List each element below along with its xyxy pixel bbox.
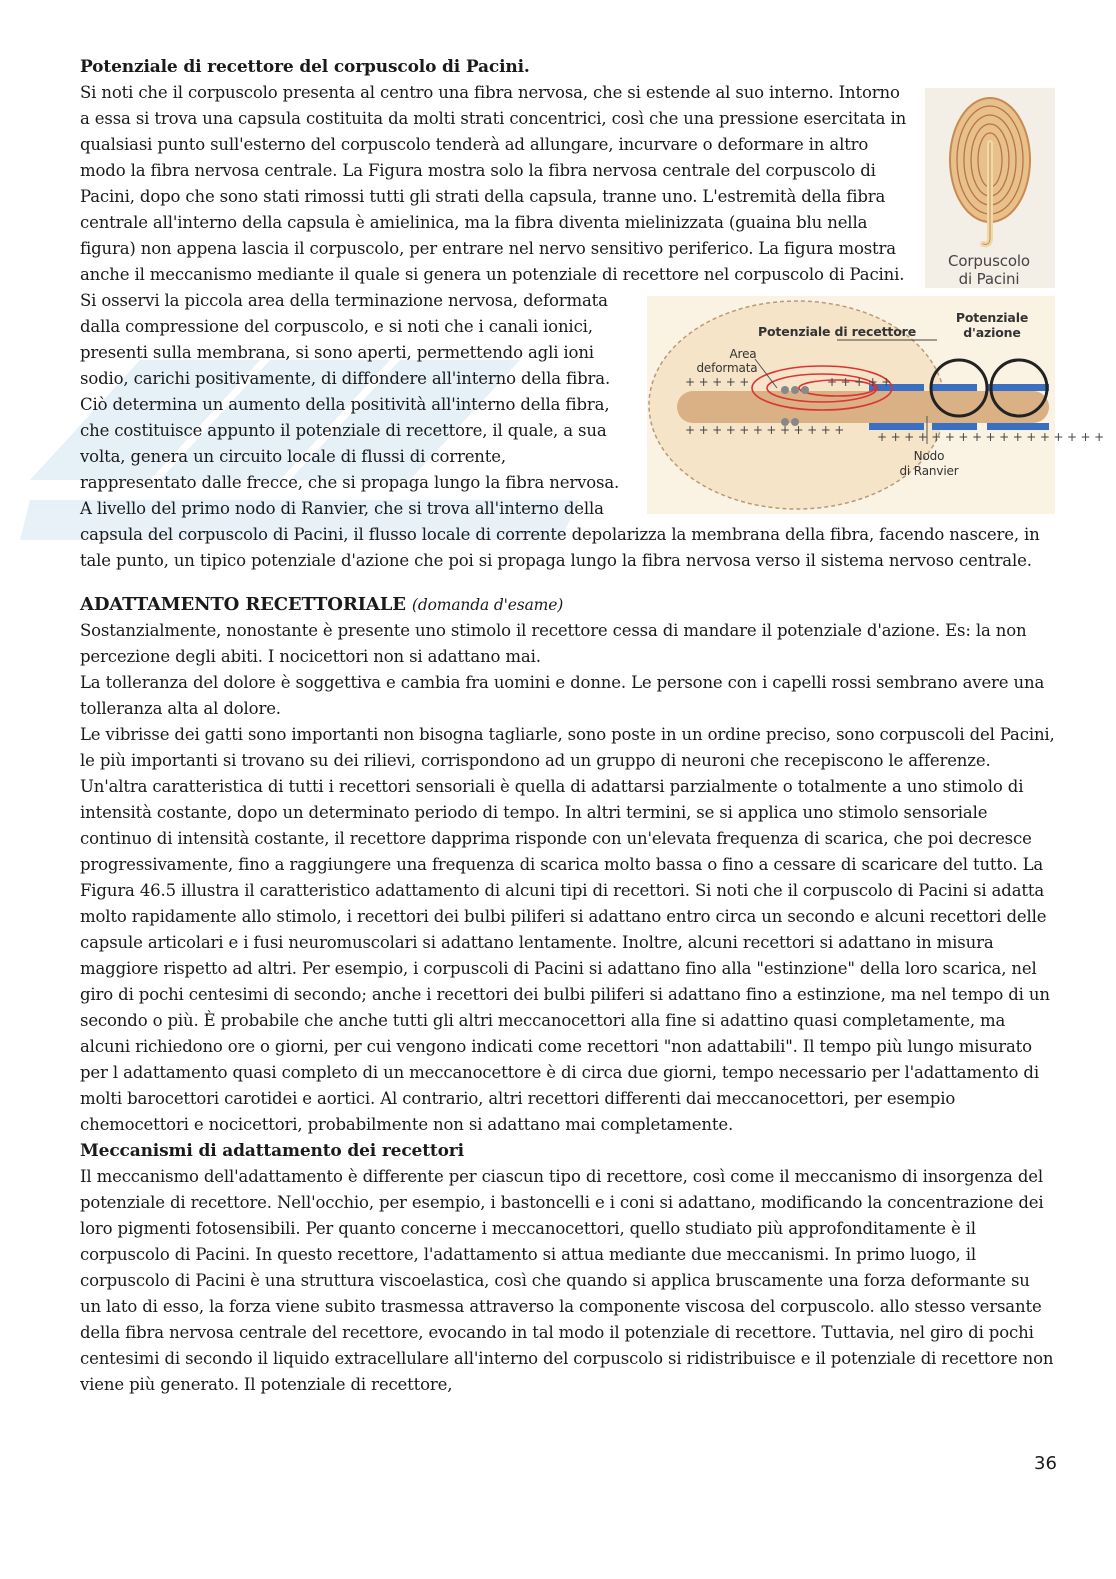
svg-text:+ + + + +: + + + + + <box>685 375 750 389</box>
label-deformed-area-1: Area <box>729 347 757 361</box>
section-title-mechanisms: Meccanismi di adattamento dei recettori <box>80 1141 464 1161</box>
svg-text:+ + + + +: + + + + + <box>827 375 892 389</box>
label-action-potential-2: d'azione <box>963 325 1021 340</box>
label-ranvier-node-2: di Ranvier <box>899 464 959 478</box>
svg-text:+ + + + + + + + + + + +: + + + + + + + + + + + + <box>685 423 845 437</box>
page-number: 36 <box>1034 1453 1057 1474</box>
page-content <box>80 54 1105 1398</box>
paragraph-adaptation-3: Le vibrisse dei gatti sono importanti non bisogna tagliarle, sono poste in un ordine preciso, sono corpuscoli del Pacini, le più importanti si trovano su dei rilievi, corrispondono ad un gruppo di neuroni che recepiscono le afferenze. Un'altra caratteristica di tutti i recettori sensoriali è quella di adattarsi parzialmente o totalmente a uno stimolo di intensità costante, dopo un determinato periodo di tempo. In altri termini, se si applica uno stimolo sensoriale continuo di intensità costante, il recettore dapprima risponde con un'elevata frequenza di scarica, che poi decresce progressivamente, fino a raggiungere una frequenza di scarica molto bassa o fino a cessare di scaricare del tutto. La Figura 46.5 illustra il caratteristico adattamento di alcuni tipi di recettori. Si noti che il corpuscolo di Pacini si adatta molto rapidamente allo stimolo, i recettori dei bulbi piliferi si adattano entro circa un secondo e alcuni recettori delle capsule articolari e i fusi neuromuscolari si adattano lentamente. Inoltre, alcuni recettori si adattano in misura maggiore rispetto ad altri. Per esempio, i corpuscoli di Pacini si adattano fino alla "estinzione" della loro scarica, nel giro di pochi centesimi di secondo; anche i recettori dei bulbi piliferi si adattano fino a estinzione, ma nel tempo di un secondo o più. È probabile che anche tutti gli altri meccanocettori alla fine si adattino quasi completamente, ma alcuni richiedono ore o giorni, per cui vengono indicati come recettori "non adattabili". Il tempo più lungo misurato per l adattamento quasi completo di un meccanocettore è di circa due giorni, tempo necessario per l'adattamento di molti barocettori carotidei e aortici. Al contrario, altri recettori differenti dai meccanocettori, per esempio chemocettori e nocicettori, probabilmente non si adattano mai completamente. <box>80 725 1055 1134</box>
section-title-pacini: Potenziale di recettore del corpuscolo di Pacini. <box>80 57 530 77</box>
label-ranvier-node-1: Nodo <box>913 449 945 463</box>
svg-text:+ + + + + + + + + + + + + + +: + + + + + + + + + + + + + + + + + <box>877 430 1105 444</box>
paragraph-adaptation-2: La tolleranza del dolore è soggettiva e cambia fra uomini e donne. Le persone con i capelli rossi sembrano avere una tolleranza alta al dolore. <box>80 673 1045 718</box>
caption-line-1: Corpuscolo <box>948 252 1030 270</box>
label-deformed-area-2: deformata <box>696 361 758 375</box>
figure-pacini-corpuscle <box>925 88 1055 288</box>
label-receptor-potential: Potenziale di recettore <box>757 324 917 339</box>
section-title-adaptation-text: ADATTAMENTO RECETTORIALE <box>80 594 406 615</box>
label-action-potential-1: Potenziale <box>955 310 1029 325</box>
paragraph-pacini: Si noti che il corpuscolo presenta al centro una fibra nervosa, che si estende al suo interno. Intorno a essa si trova una capsula costituita da molti strati concentrici, così che una pressione esercitata in qualsiasi punto sull'esterno del corpuscolo tenderà ad allungare, incurvare o deformare in altro modo la fibra nervosa centrale. La Figura mostra solo la fibra nervosa centrale del corpuscolo di Pacini, dopo che sono stati rimossi tutti gli strati della capsula, tranne uno. L'estremità della fibra centrale all'interno della capsula è amielinica, ma la fibra diventa mielinizzata (guaina blu nella figura) non appena lascia il corpuscolo, per entrare nel nervo sensitivo periferico. La figura mostra anche il meccanismo mediante il quale si genera un potenziale di recettore nel corpuscolo di Pacini. Si osservi la piccola area della terminazione nervosa, deformata dalla compressione del corpuscolo, e si noti che i canali ionici, presenti sulla membrana, si sono aperti, permettendo agli ioni sodio, carichi positivamente, di diffondere all'interno della fibra. Ciò determina un aumento della positività all'interno della fibra, che costituisce appunto il potenziale di recettore, il quale, a sua volta, genera un circuito locale di flussi di corrente, rappresentato dalle frecce, che si propaga lungo la fibra nervosa. A livello del primo nodo di Ranvier, che si trova all'interno della capsula del corpuscolo di Pacini, il flusso locale di corrente depolarizza la membrana della fibra, facendo nascere, in tale punto, un tipico potenziale d'azione che poi si propaga lungo la fibra nervosa verso il sistema nervoso centrale. <box>80 83 1040 570</box>
paragraph-adaptation-1: Sostanzialmente, nonostante è presente uno stimolo il recettore cessa di mandare il potenziale d'azione. Es: la non percezione degli abiti. I nocicettori non si adattano mai. <box>80 621 1027 666</box>
figure-receptor-potential-diagram <box>647 296 1105 514</box>
caption-line-2: di Pacini <box>958 270 1020 288</box>
section-title-adaptation <box>80 592 1055 618</box>
paragraph-mechanisms: Il meccanismo dell'adattamento è differente per ciascun tipo di recettore, così come il meccanismo di insorgenza del potenziale di recettore. Nell'occhio, per esempio, i bastoncelli e i coni si adattano, modificando la concentrazione dei loro pigmenti fotosensibili. Per quanto concerne i meccanocettori, quello studiato più approfonditamente è il corpuscolo di Pacini. In questo recettore, l'adattamento si attua mediante due meccanismi. In primo luogo, il corpuscolo di Pacini è una struttura viscoelastica, così che quando si applica bruscamente una forza deformante su un lato di esso, la forza viene subito trasmessa attraverso la componente viscosa del corpuscolo. allo stesso versante della fibra nervosa centrale del recettore, evocando in tal modo il potenziale di recettore. Tuttavia, nel giro di pochi centesimi di secondo il liquido extracellulare all'interno del corpuscolo si ridistribuisce e il potenziale di recettore non viene più generato. Il potenziale di recettore, <box>80 1167 1054 1394</box>
exam-question-note: (domanda d'esame) <box>411 596 564 614</box>
